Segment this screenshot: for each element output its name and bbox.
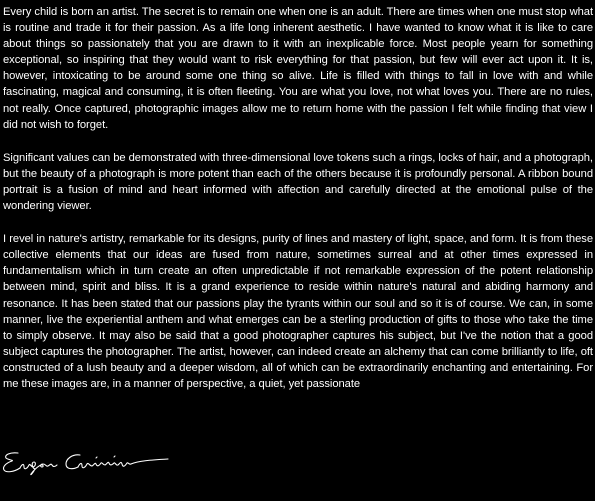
paragraph-3: I revel in nature's artistry, remarkable for its designs, purity of lines and mastery of light, space, and form. It is from these collective elements that our ideas are fused from nature, sometimes surreal and at other times expressed in fundamentalism which in turn create an often unpredictable if not remarkable expression of the potent relationship between mind, spirit and bliss. It is a grand experience to reside within nature's natural and abiding harmony and resonance. It has been stated that our passions play the tyrants within our soul and so it is of course. We can, in some manner, live the experiential anthem and what emerges can be a sterling production of gifts to those who take the time to simply observe. It may also be said that a good photographer captures his subject, but I've the notion that a good subject captures the photographer. The artist, however, can indeed create an alchemy that can come brilliantly to life, oft constructed of a lush beauty and a deeper wisdom, all of which can be extraordinarily enchanting and entertaining. For me these images are, in a manner of perspective, a quiet, yet passionate	[3, 233, 593, 390]
signature-graphic	[0, 443, 175, 483]
essay-body	[3, 4, 593, 392]
paragraph-1: Every child is born an artist. The secret is to remain one when one is an adult. There are times when one must stop what is routine and trade it for their passion. As a life long inherent aesthetic. I have wanted to know what it is like to care about things so passionately that you are drawn to it with an inexplicable force. Most people yearn for something exceptional, so inspiring that they would want to risk everything for that passion, but few will ever act upon it. It is, however, intoxicating to be around some one thing so alive. Life is filled with things to fall in love with and while fascinating, magical and consuming, it is often fleeting. You are what you love, not what loves you. There are no rules, not really. Once captured, photographic images allow me to return home with the passion I felt while finding that view I did not wish to forget.	[3, 6, 593, 131]
handwritten-signature	[0, 443, 175, 483]
paragraph-2: Significant values can be demonstrated with three-dimensional love tokens such a rings, locks of hair, and a photograph, but the beauty of a photograph is more potent than each of the others because it is profoundly personal. A ribbon bound portrait is a fusion of mind and heart informed with affection and carefully directed at the emotional pulse of the wondering viewer.	[3, 151, 593, 213]
